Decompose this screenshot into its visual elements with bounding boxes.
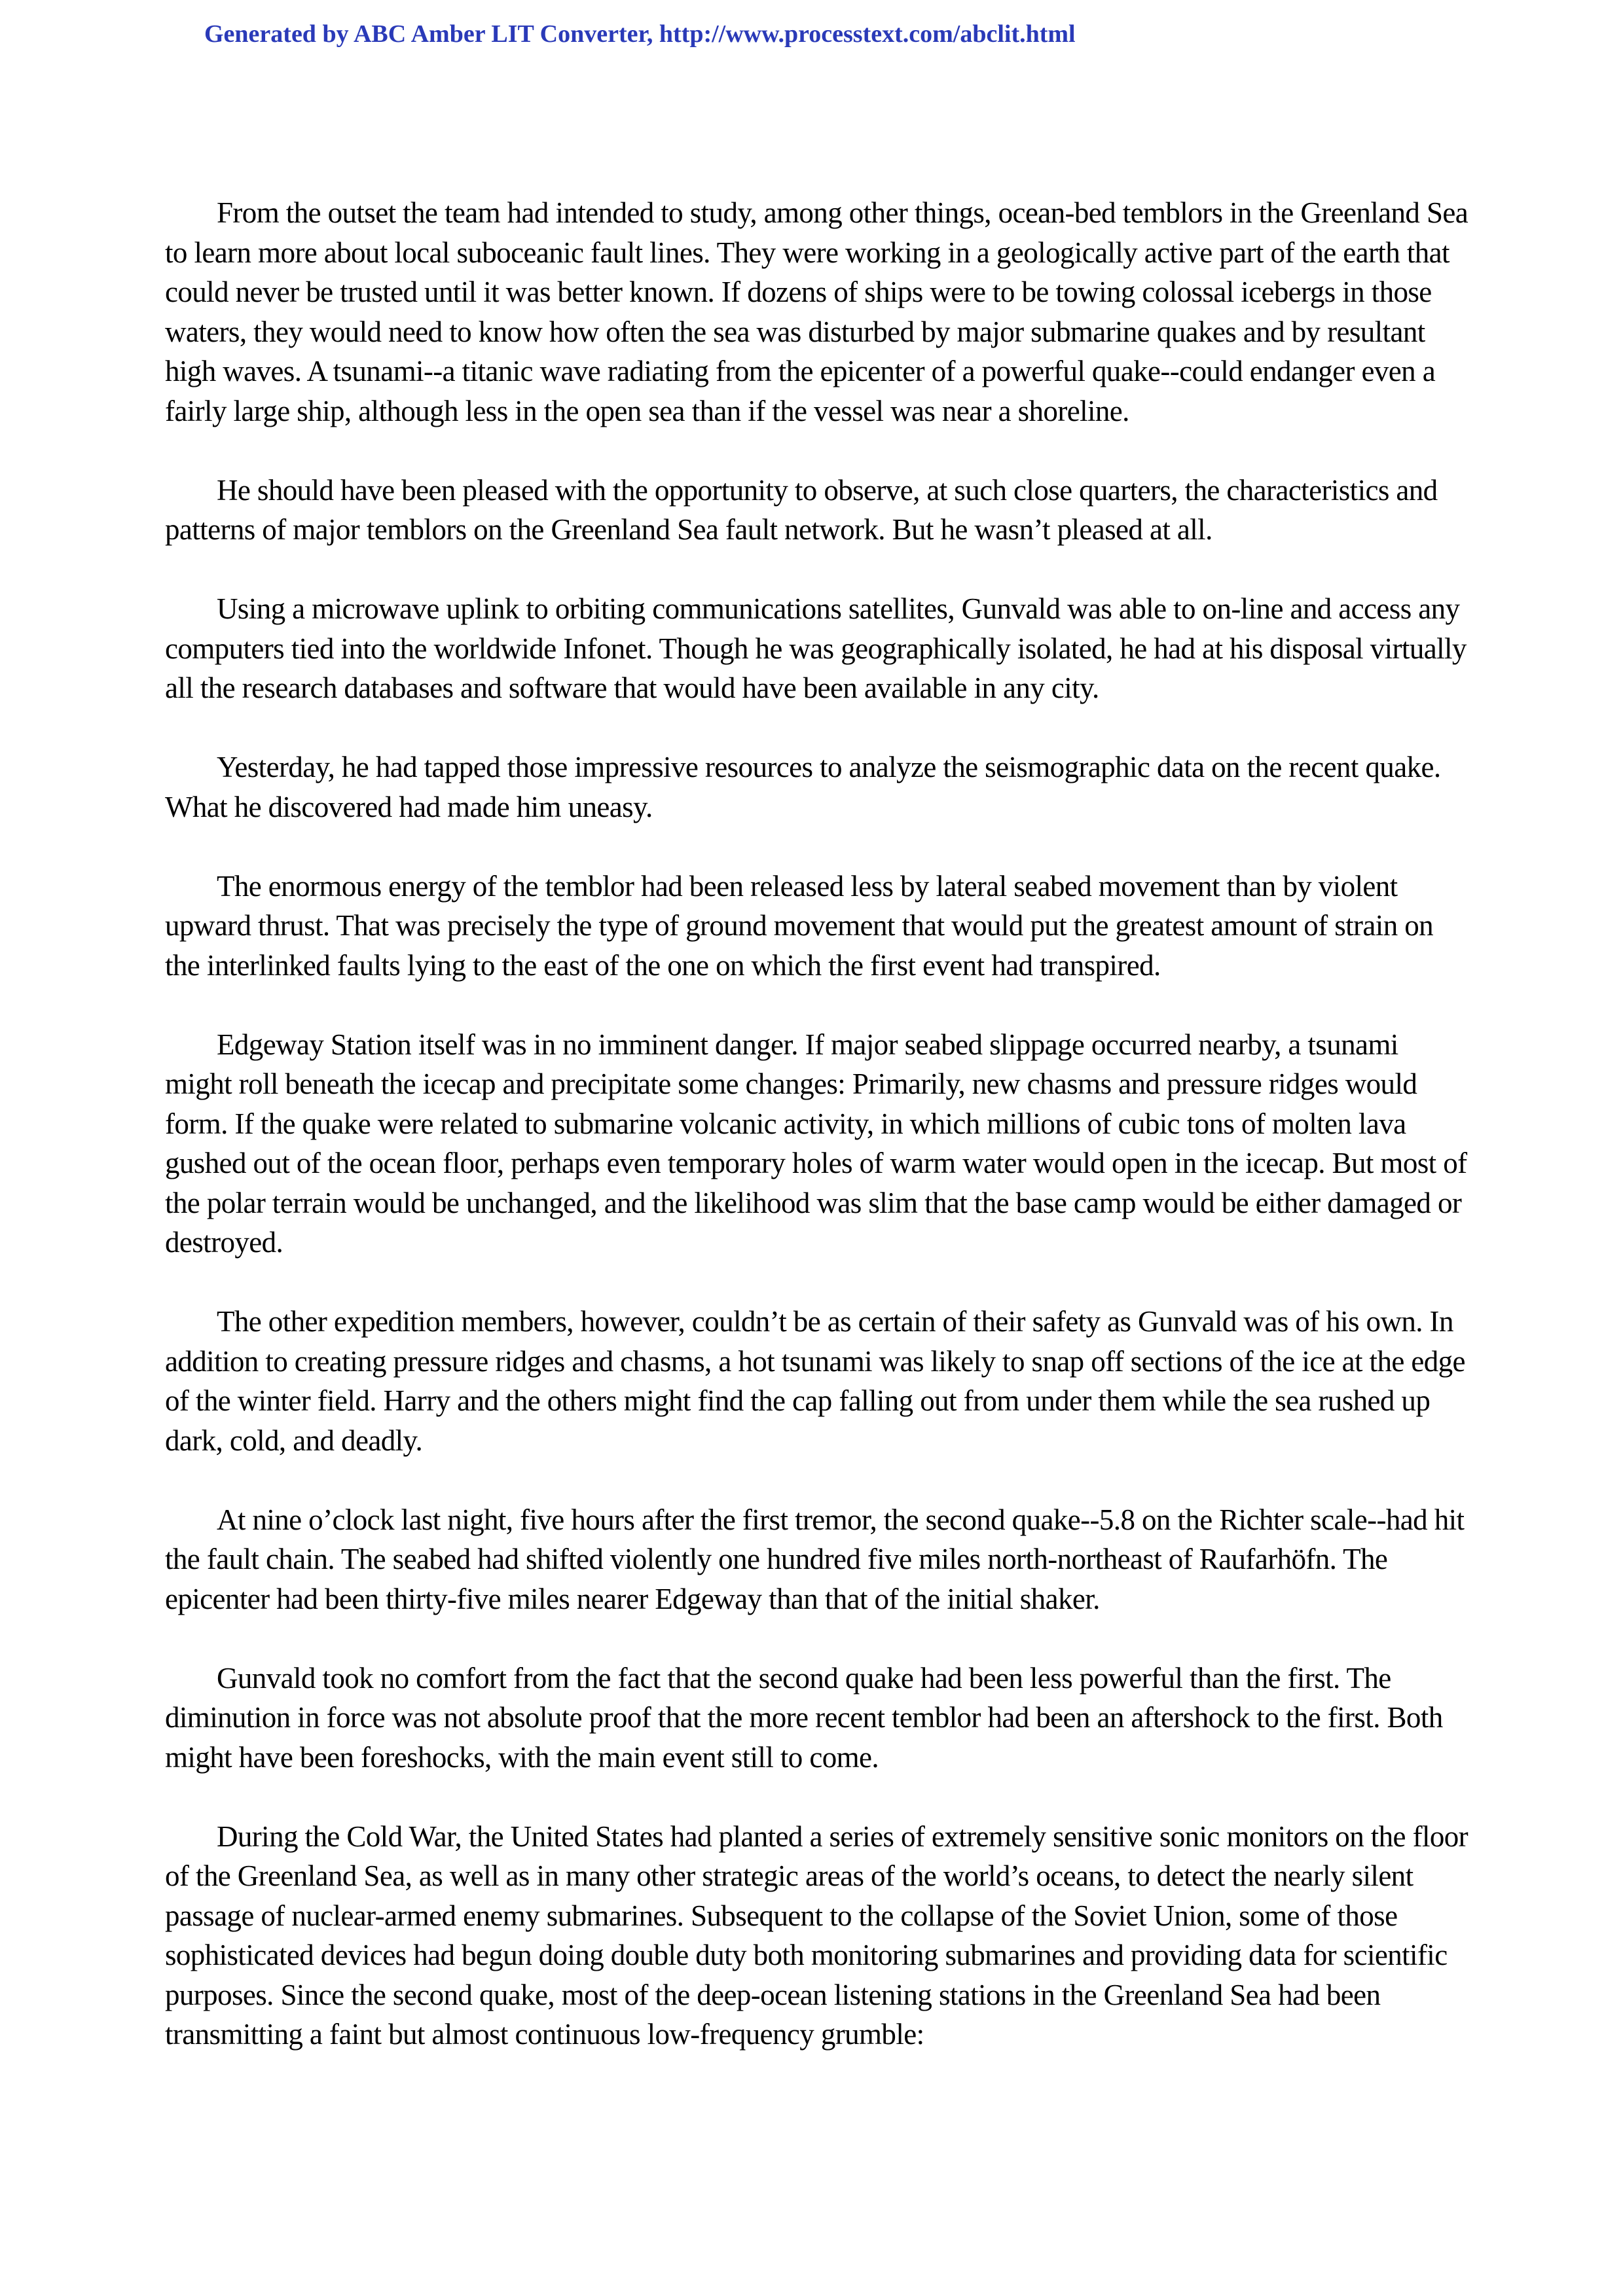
paragraph: During the Cold War, the United States had planted a series of extremely sensitive sonic monitors on the floor of the Greenland Sea, as well as in many other strategic areas of the world’s oceans, to detect the nearly silent passage of nuclear-armed enemy submarines. Subsequent to the collapse of the Soviet Union, some of those sophisticated devices had begun doing double duty both monitoring submarines and providing data for scientific purposes. Since the second quake, most of the deep-ocean listening stations in the Greenland Sea had been transmitting a faint but almost continuous low-frequency grumble:: [165, 1820, 1468, 2051]
paragraph: Gunvald took no comfort from the fact that the second quake had been less powerful than the first. The diminution in force was not absolute proof that the more recent temblor had been an aftershock to the first. Both might have been foreshocks, with the main event still to come.: [165, 1661, 1443, 1774]
paragraph: At nine o’clock last night, five hours after the first tremor, the second quake--5.8 on the Richter scale--had hit the fault chain. The seabed had shifted violently one hundred five miles north-northeast of Raufarhöfn. The epicenter had been thirty-five miles nearer Edgeway than that of the initial shaker.: [165, 1503, 1465, 1615]
converter-header: [204, 18, 1076, 50]
paragraph: The enormous energy of the temblor had been released less by lateral seabed movement than by violent upward thrust. That was precisely the type of ground movement that would put the greatest amount of strain on the interlinked faults lying to the east of the one on which the first event had transpired.: [165, 869, 1434, 982]
paragraph: The other expedition members, however, couldn’t be as certain of their safety as Gunvald was of his own. In addition to creating pressure ridges and chasms, a hot tsunami was likely to snap off sections of the ice at the edge of the winter field. Harry and the others might find the cap falling out from under them while the sea rushed up dark, cold, and deadly.: [165, 1305, 1465, 1457]
paragraph: Yesterday, he had tapped those impressive resources to analyze the seismographic data on the recent quake. What he discovered had made him uneasy.: [165, 751, 1441, 823]
paragraph: Edgeway Station itself was in no imminent danger. If major seabed slippage occurred nearby, a tsunami might roll beneath the icecap and precipitate some changes: Primarily, new chasms and pressure ridges would form. If the quake were related to submarine volcanic activity, in which millions of cubic tons of molten lava gushed out of the ocean floor, perhaps even temporary holes of warm water would open in the icecap. But most of the polar terrain would be unchanged, and the likelihood was slim that the base camp would be either damaged or destroyed.: [165, 1028, 1467, 1259]
document-body: [165, 193, 1471, 2054]
paragraph: Using a microwave uplink to orbiting communications satellites, Gunvald was able to on-line and access any computers tied into the worldwide Infonet. Though he was geographically isolated, he had at his disposal virtually all the research databases and software that would have been available in any city.: [165, 592, 1467, 704]
paragraph: From the outset the team had intended to study, among other things, ocean-bed temblors in the Greenland Sea to learn more about local suboceanic fault lines. They were working in a geologically active part of the earth that could never be trusted until it was better known. If dozens of ships were to be towing colossal icebergs in those waters, they would need to know how often the sea was disturbed by major submarine quakes and by resultant high waves. A tsunami--a titanic wave radiating from the epicenter of a powerful quake--could endanger even a fairly large ship, although less in the open sea than if the vessel was near a shoreline.: [165, 196, 1468, 427]
converter-link[interactable]: Generated by ABC Amber LIT Converter, http://www.processtext.com/abclit.html: [204, 20, 1076, 48]
paragraph: He should have been pleased with the opportunity to observe, at such close quarters, the characteristics and patterns of major temblors on the Greenland Sea fault network. But he wasn’t pleased at all.: [165, 473, 1438, 546]
